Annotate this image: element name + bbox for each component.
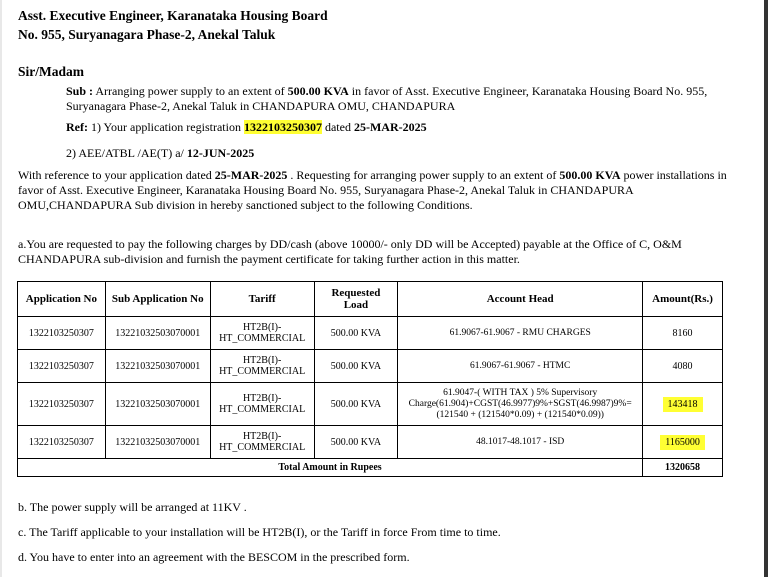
cell-tariff: HT2B(I)- HT_COMMERCIAL [210,426,314,459]
reference-2-date: 12-JUN-2025 [186,146,255,160]
registration-number: 1322103250307 [243,120,322,134]
header-tariff: Tariff [210,282,314,317]
cell-tariff: HT2B(I)- HT_COMMERCIAL [210,350,314,383]
cell-account-head: 61.9067-61.9067 - RMU CHARGES [398,317,643,350]
cell-load: 500.00 KVA [314,426,398,459]
cell-application-no: 1322103250307 [18,383,106,426]
condition-b: b. The power supply will be arranged at 11KV . [18,500,247,514]
body-text-c: power installations in [620,168,727,182]
cell-sub-application-no: 13221032503070001 [105,350,210,383]
table-row [18,426,723,459]
cell-tariff: HT2B(I)- HT_COMMERCIAL [210,317,314,350]
header-sub-application-no: Sub Application No [105,282,210,317]
header-application-no: Application No [18,282,106,317]
body-text-b: . Requesting for arranging power supply to an extent of [287,168,560,182]
cell-account-head: 61.9047-( WITH TAX ) 5% Supervisory Charge(61.904)+CGST(46.9977)9%+SGST(46.9987)9%= (121540 + (121540*0.09) + (121540*0.09)) [398,383,643,426]
registration-date: 25-MAR-2025 [353,120,427,134]
salutation: Sir/Madam [18,64,84,79]
addressee-line-2: No. 955, Suryanagara Phase-2, Anekal Taluk [18,27,276,42]
total-value: 1320658 [643,459,723,477]
reference-2-text: 2) AEE/ATBL /AE(T) a/ [66,146,187,160]
reference-label: Ref: [66,120,88,134]
cell-amount: 4080 [643,350,723,383]
cell-sub-application-no: 13221032503070001 [105,426,210,459]
table-row [18,383,723,426]
viewer-scrollbar[interactable] [764,0,768,577]
cell-load: 500.00 KVA [314,383,398,426]
addressee-line-1: Asst. Executive Engineer, Karanataka Housing Board [18,8,328,23]
body-date: 25-MAR-2025 [214,168,288,182]
condition-d: d. You have to enter into an agreement with the BESCOM in the prescribed form. [18,550,410,564]
left-edge-shadow [0,0,2,577]
table-header-row [18,282,723,317]
total-label: Total Amount in Rupees [18,459,643,477]
table-total-row [18,459,723,477]
cell-amount [643,383,723,426]
cell-sub-application-no: 13221032503070001 [105,383,210,426]
cell-load: 500.00 KVA [314,350,398,383]
subject-kva: 500.00 KVA [287,84,349,98]
cell-application-no: 1322103250307 [18,426,106,459]
body-text-a: With reference to your application dated [18,168,215,182]
charges-table [17,281,723,477]
cell-amount [643,426,723,459]
reference-line-1 [66,120,427,135]
table-row [18,317,723,350]
subject-text-b: in favor of Asst. Executive Engineer, Karanataka Housing Board No. 955, [348,84,708,98]
subject-line-1 [66,84,707,99]
cell-sub-application-no: 13221032503070001 [105,317,210,350]
reference-text-a: 1) Your application registration [87,120,244,134]
cell-application-no: 1322103250307 [18,350,106,383]
highlighted-amount: 1165000 [660,435,705,450]
subject-text-a: Arranging power supply to an extent of [93,84,288,98]
header-account-head: Account Head [398,282,643,317]
cell-account-head: 61.9067-61.9067 - HTMC [398,350,643,383]
reference-line-2 [66,146,254,161]
cell-load: 500.00 KVA [314,317,398,350]
condition-a-line-1: a.You are requested to pay the following charges by DD/cash (above 10000/- only DD will be Accepted) payable at the Office of C, O&M [18,237,682,251]
highlighted-amount: 143418 [663,397,703,412]
condition-a-line-2: CHANDAPURA sub-division and furnish the payment certificate for taking further action in this matter. [18,252,520,266]
body-line-2: favor of Asst. Executive Engineer, Karanataka Housing Board No. 955, Suryanagara Phase-2, Anekal Taluk in CHANDAPURA [18,183,634,197]
reference-text-b: dated [321,120,354,134]
header-requested-load: Requested Load [314,282,398,317]
body-line-3: OMU,CHANDAPURA Sub division in hereby sanctioned subject to the following Conditions. [18,198,473,212]
cell-tariff: HT2B(I)- HT_COMMERCIAL [210,383,314,426]
table-row [18,350,723,383]
body-kva: 500.00 KVA [559,168,621,182]
condition-c: c. The Tariff applicable to your installation will be HT2B(I), or the Tariff in force From time to time. [18,525,501,539]
cell-account-head: 48.1017-48.1017 - ISD [398,426,643,459]
subject-line-2: Suryanagara Phase-2, Anekal Taluk in CHANDAPURA OMU, CHANDAPURA [66,99,456,113]
body-line-1 [18,168,727,183]
cell-application-no: 1322103250307 [18,317,106,350]
subject-label: Sub : [66,84,94,98]
cell-amount: 8160 [643,317,723,350]
header-amount: Amount(Rs.) [643,282,723,317]
